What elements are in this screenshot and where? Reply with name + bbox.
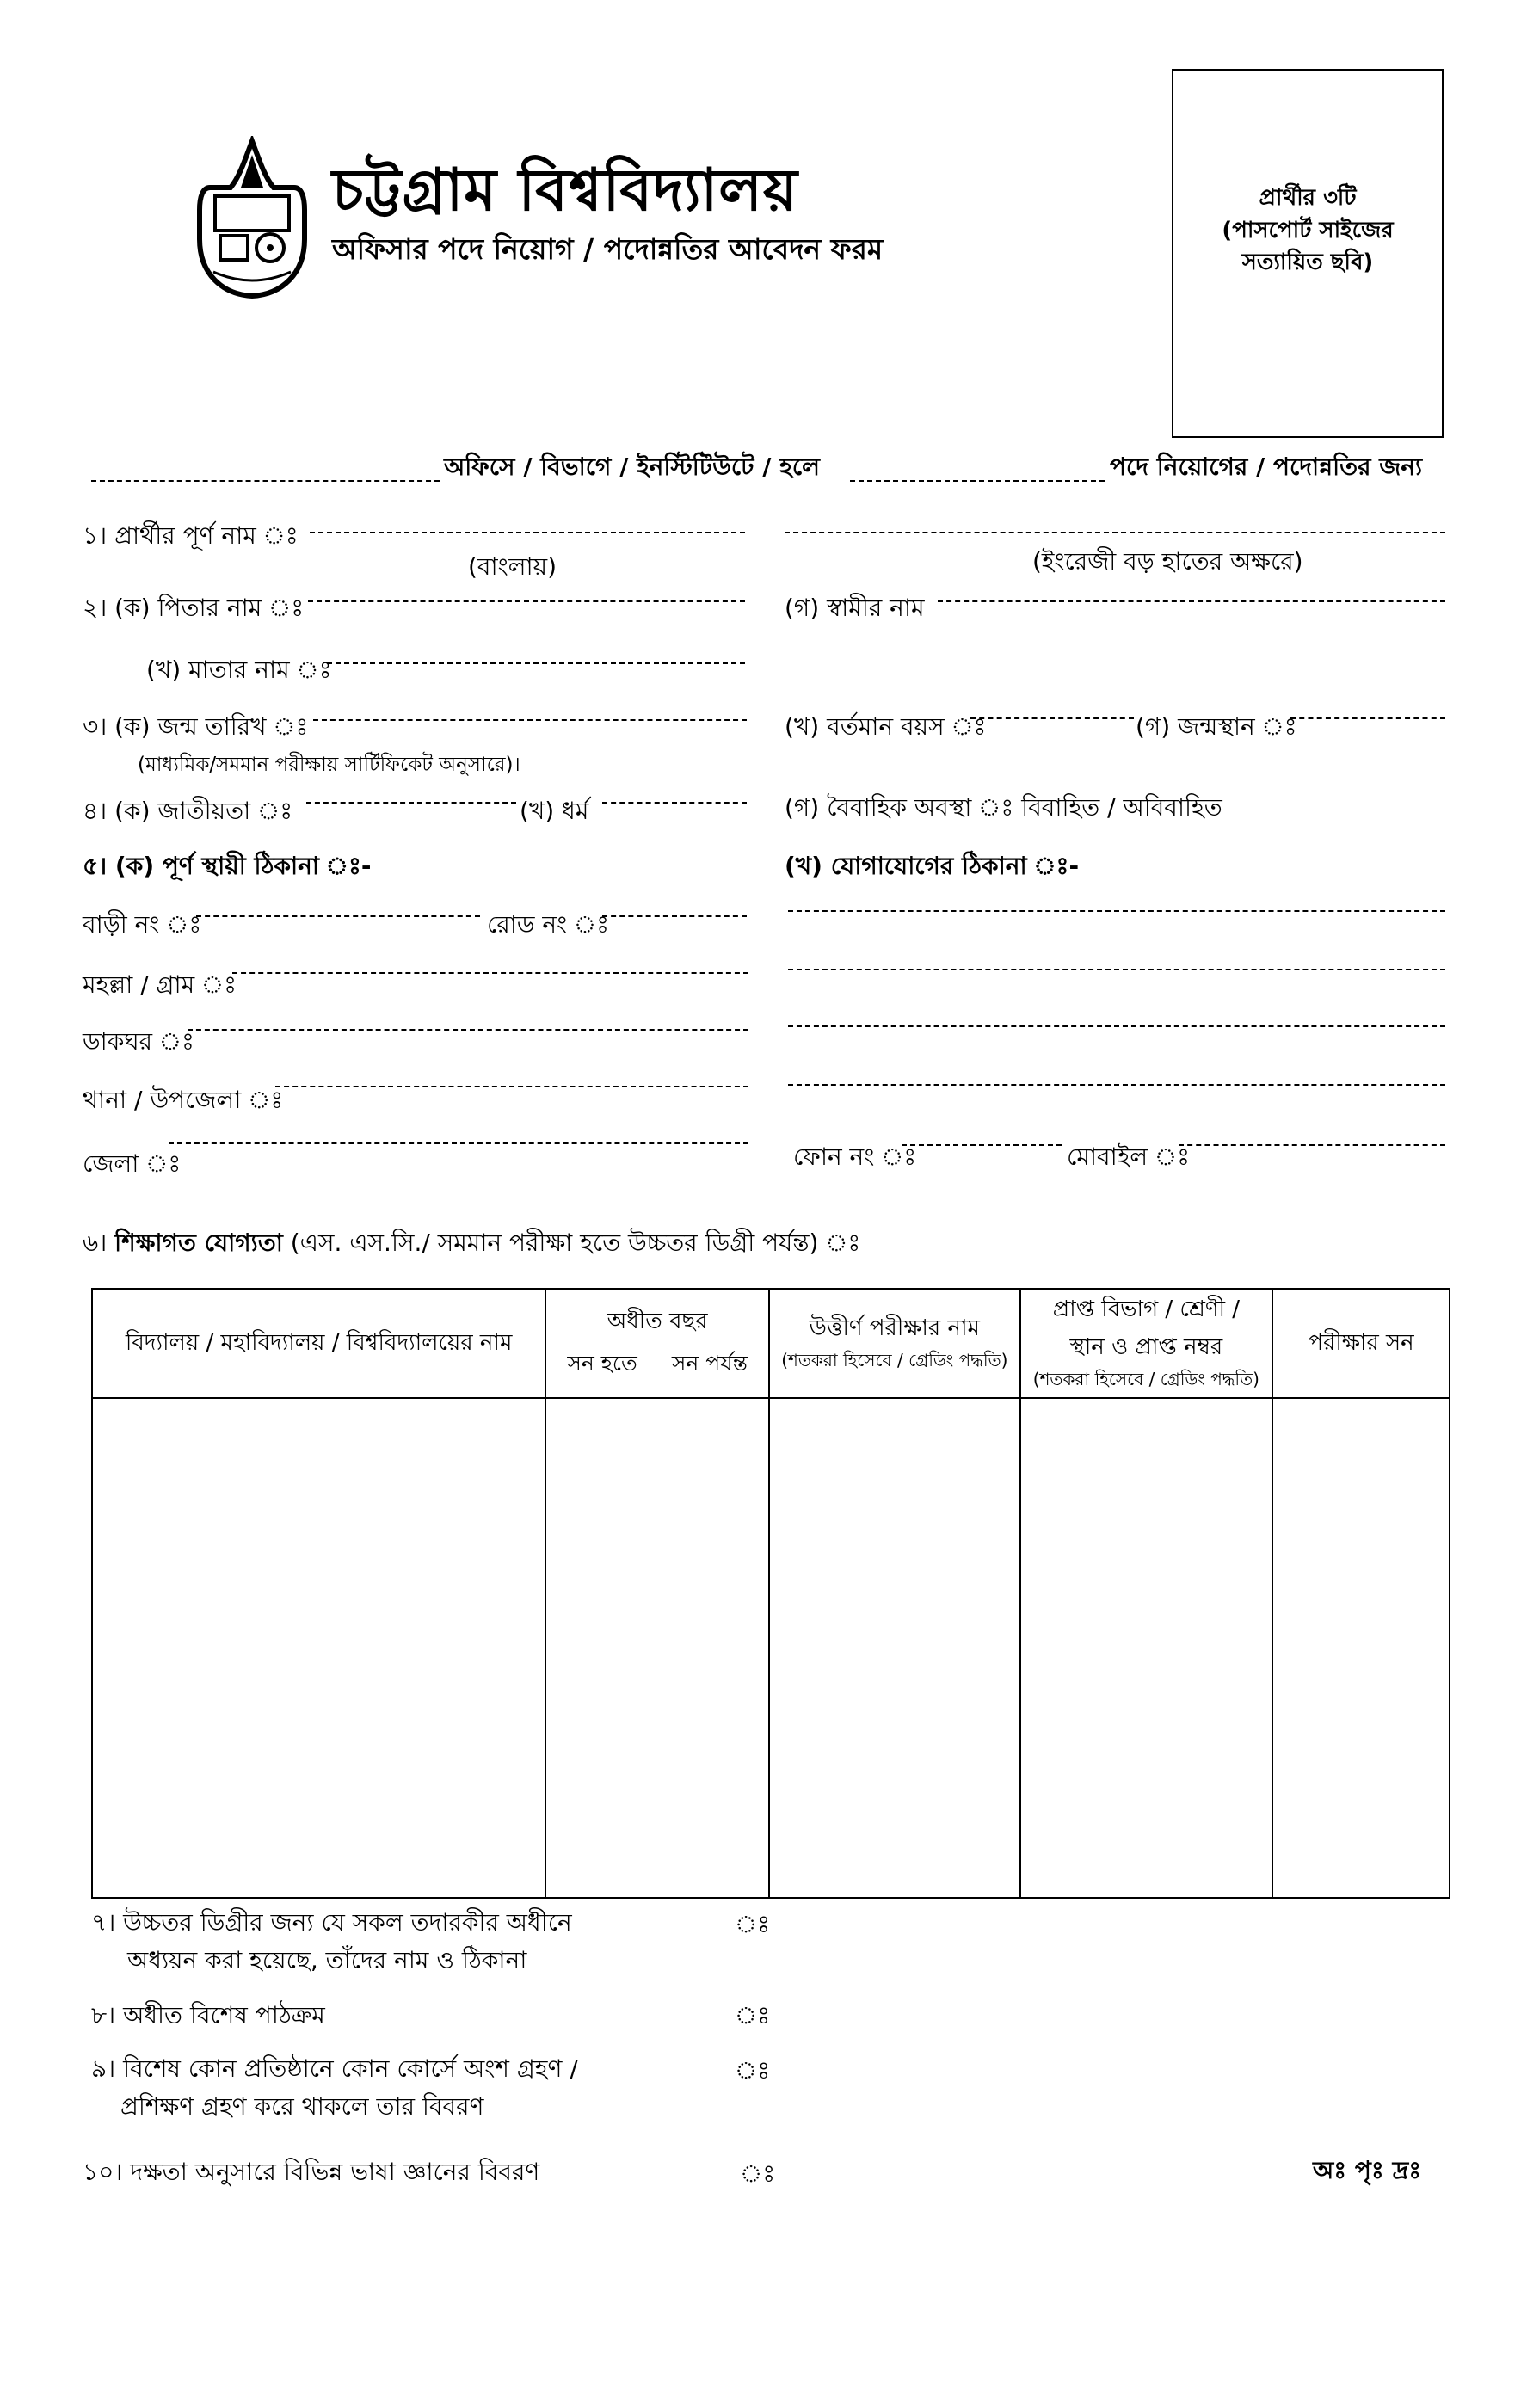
religion-label: (খ) ধর্ম <box>520 797 589 825</box>
col-exam-label: উত্তীর্ণ পরীক্ষার নাম <box>809 1315 980 1341</box>
contact-address-field-4[interactable] <box>788 1084 1445 1086</box>
office-text: অফিসে / বিভাগে / ইনস্টিটিউটে / হলে <box>444 453 820 481</box>
exam-year-cell[interactable] <box>1272 1398 1450 1898</box>
photo-text-line2: (পাসপোর্ট সাইজের <box>1222 217 1394 243</box>
mohalla-label: মহল্লা / গ্রাম ঃ <box>83 970 237 999</box>
supervisor-label-line1: ৭। উচ্চতর ডিগ্রীর জন্য যে সকল তদারকীর অধীনে <box>91 1908 572 1937</box>
mohalla-field[interactable] <box>232 972 748 974</box>
applicant-name-label: ১। প্রার্থীর পূর্ণ নাম ঃ <box>83 521 299 550</box>
contact-address-field-2[interactable] <box>788 969 1445 970</box>
contact-address-label: (খ) যোগাযোগের ঠিকানা ঃ- <box>785 852 1080 880</box>
applicant-name-bangla-field[interactable] <box>310 532 745 533</box>
form-subtitle: অফিসার পদে নিয়োগ / পদোন্নতির আবেদন ফরম <box>332 232 884 266</box>
road-no-label: রোড নং ঃ <box>487 910 610 939</box>
table-row <box>92 1398 1450 1898</box>
years-cell[interactable] <box>545 1398 769 1898</box>
photo-box <box>1172 69 1444 438</box>
col-division-line2: স্থান ও প্রাপ্ত নম্বর <box>1069 1334 1223 1360</box>
house-no-label: বাড়ী নং ঃ <box>83 910 202 939</box>
road-no-field[interactable] <box>602 915 747 917</box>
post-office-field[interactable] <box>188 1029 748 1031</box>
post-office-label: ডাকঘর ঃ <box>83 1027 194 1056</box>
mother-name-label: (খ) মাতার নাম ঃ <box>146 656 332 684</box>
education-heading-title: শিক্ষাগত যোগ্যতা <box>114 1229 283 1257</box>
mobile-label: মোবাইল ঃ <box>1067 1142 1191 1171</box>
continued-note: অঃ পৃঃ দ্রঃ <box>1313 2156 1422 2184</box>
supervisor-colon: ঃ <box>735 1910 771 1938</box>
training-label-line1: ৯। বিশেষ কোন প্রতিষ্ঠানে কোন কোর্সে অংশ গ্রহণ / <box>91 2054 578 2083</box>
contact-address-field-3[interactable] <box>788 1025 1445 1027</box>
post-text: পদে নিয়োগের / পদোন্নতির জন্য <box>1110 453 1423 481</box>
education-table <box>91 1288 1450 1899</box>
supervisor-label-line2: অধ্যয়ন করা হয়েছে, তাঁদের নাম ও ঠিকানা <box>127 1946 527 1974</box>
phone-label: ফোন নং ঃ <box>793 1142 917 1171</box>
husband-name-field[interactable] <box>938 600 1445 602</box>
col-exam-sub: (শতকরা হিসেবে / গ্রেডিং পদ্ধতি) <box>781 1350 1008 1370</box>
marital-status-label: (গ) বৈবাহিক অবস্থা ঃ বিবাহিত / অবিবাহিত <box>785 793 1222 822</box>
col-institution-label: বিদ্যালয় / মহাবিদ্যালয় / বিশ্ববিদ্যালয়ের নাম <box>125 1329 513 1356</box>
applicant-name-english-field[interactable] <box>785 532 1445 533</box>
english-note: (ইংরেজী বড় হাতের অক্ষরে) <box>1032 547 1303 576</box>
photo-text-line3: সত্যায়িত ছবি) <box>1241 249 1374 276</box>
district-field[interactable] <box>169 1142 748 1144</box>
contact-address-field-1[interactable] <box>788 910 1445 912</box>
col-exam-year-label: পরীক্ষার সন <box>1308 1329 1414 1356</box>
language-label: ১০। দক্ষতা অনুসারে বিভিন্ন ভাষা জ্ঞানের বিবরণ <box>83 2158 540 2186</box>
col-years-to: সন পর্যন্ত <box>671 1351 748 1376</box>
language-colon: ঃ <box>740 2159 776 2188</box>
photo-text-line1: প্রার্থীর ৩টি <box>1259 185 1357 211</box>
training-label-line2: প্রশিক্ষণ গ্রহণ করে থাকলে তার বিবরণ <box>120 2092 484 2121</box>
nationality-field[interactable] <box>306 802 516 804</box>
col-years-label: অধীত বছর <box>607 1309 708 1334</box>
col-division-line1: প্রাপ্ত বিভাগ / শ্রেণী / <box>1052 1296 1241 1322</box>
education-table-header <box>92 1289 1450 1398</box>
exam-cell[interactable] <box>769 1398 1020 1898</box>
thana-label: থানা / উপজেলা ঃ <box>83 1086 284 1114</box>
dob-label: ৩। (ক) জন্ম তারিখ ঃ <box>83 712 309 741</box>
bangla-note: (বাংলায়) <box>468 552 557 581</box>
birthplace-field[interactable] <box>1290 717 1445 719</box>
col-division <box>1020 1289 1273 1398</box>
institution-cell[interactable] <box>92 1398 545 1898</box>
mother-name-field[interactable] <box>327 662 745 664</box>
special-course-colon: ঃ <box>735 2001 771 2029</box>
permanent-address-label: ৫। (ক) পূর্ণ স্থায়ী ঠিকানা ঃ- <box>83 852 372 880</box>
birthplace-label: (গ) জন্মস্থান ঃ <box>1136 712 1297 741</box>
col-years-from: সন হতে <box>567 1351 637 1376</box>
education-heading-note: (এস. এস.সি./ সমমান পরীক্ষা হতে উচ্চতর ডিগ্রী পর্যন্ত) ঃ <box>290 1229 861 1257</box>
education-heading <box>83 1229 860 1258</box>
nationality-label: ৪। (ক) জাতীয়তা ঃ <box>83 797 293 825</box>
special-course-label: ৮। অধীত বিশেষ পাঠক্রম <box>91 2001 325 2029</box>
col-exam <box>769 1289 1020 1398</box>
university-seal-icon <box>196 136 308 299</box>
district-label: জেলা ঃ <box>83 1149 182 1178</box>
religion-field[interactable] <box>602 802 747 804</box>
mobile-field[interactable] <box>1179 1144 1445 1146</box>
father-name-field[interactable] <box>308 600 745 602</box>
col-exam-year <box>1272 1289 1450 1398</box>
office-name-line[interactable] <box>91 480 440 482</box>
age-label: (খ) বর্তমান বয়স ঃ <box>785 712 987 741</box>
division-cell[interactable] <box>1020 1398 1273 1898</box>
post-name-line[interactable] <box>850 480 1105 482</box>
col-institution <box>92 1289 545 1398</box>
house-no-field[interactable] <box>196 915 480 917</box>
col-division-sub: (শতকরা হিসেবে / গ্রেডিং পদ্ধতি) <box>1032 1369 1259 1389</box>
thana-field[interactable] <box>275 1086 748 1087</box>
education-heading-number: ৬। <box>83 1229 108 1257</box>
age-field[interactable] <box>970 717 1134 719</box>
dob-note: (মাধ্যমিক/সমমান পরীক্ষায় সার্টিফিকেট অনুসারে)। <box>138 754 520 776</box>
husband-name-label: (গ) স্বামীর নাম <box>785 594 925 622</box>
col-years <box>545 1289 769 1398</box>
father-name-label: ২। (ক) পিতার নাম ঃ <box>83 594 305 622</box>
university-title: চট্টগ্রাম বিশ্ববিদ্যালয় <box>332 157 798 225</box>
training-colon: ঃ <box>735 2056 771 2085</box>
phone-field[interactable] <box>902 1144 1062 1146</box>
dob-field[interactable] <box>313 719 747 721</box>
